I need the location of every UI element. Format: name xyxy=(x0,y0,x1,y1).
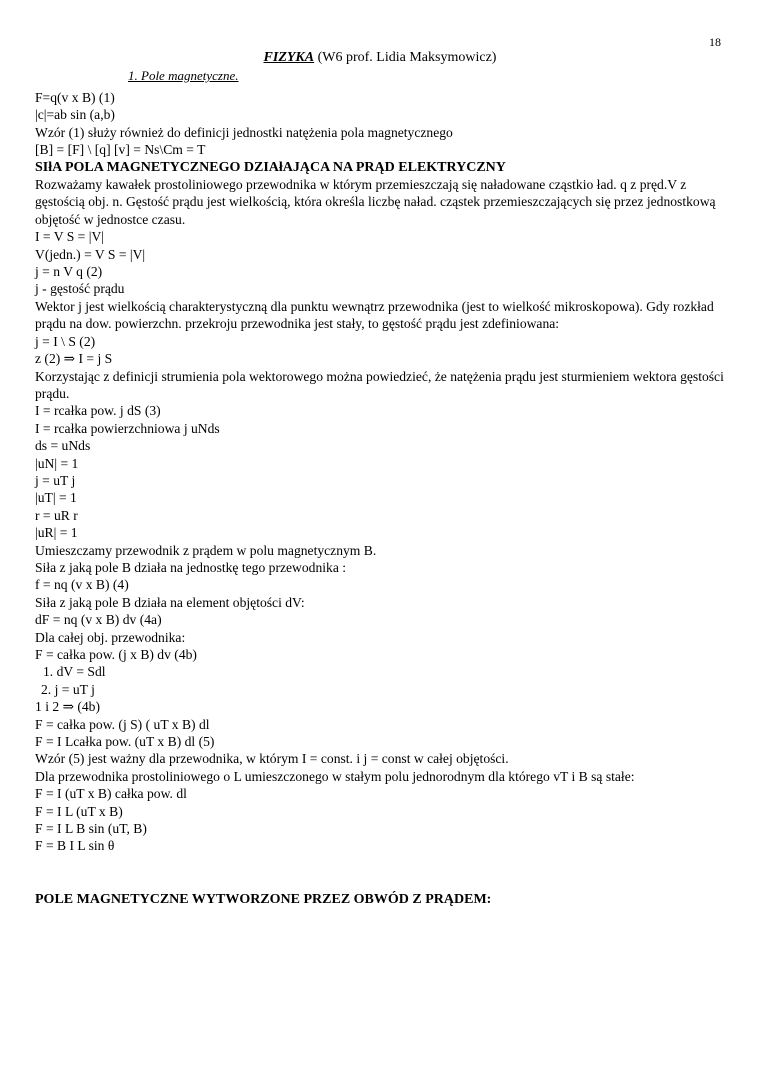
text-line: Siła z jaką pole B działa na element objętości dV: xyxy=(35,594,305,610)
document-body xyxy=(35,89,725,908)
equation: F = I Lcałka pow. (uT x B) dl (5) xyxy=(35,734,215,750)
paragraph: Dla przewodnika prostoliniowego o L umieszczonego w stałym polu jednorodnym dla którego vT i B są stałe: xyxy=(35,768,635,784)
text-line: Wzór (5) jest ważny dla przewodnika, w którym I = const. i j = const w całej objętości. xyxy=(35,751,509,767)
text-line: Umieszczamy przewodnik z prądem w polu magnetycznym B. xyxy=(35,542,377,558)
equation: I = rcałka pow. j dS (3) xyxy=(35,403,161,419)
equation-cross-product: |c|=ab sin (a,b) xyxy=(35,107,115,123)
equation: j = I \ S (2) xyxy=(35,333,96,349)
equation: 1 i 2 ⇒ (4b) xyxy=(35,699,101,715)
text-line: j - gęstość prądu xyxy=(35,281,125,297)
paragraph: Korzystając z definicji strumienia pola wektorowego można powiedzieć, że natężenia prądu jest sturmieniem wektora gęstości prądu. xyxy=(35,368,724,401)
equation: r = uR r xyxy=(35,507,78,523)
equation: I = V S = |V| xyxy=(35,229,104,245)
equation: |uT| = 1 xyxy=(35,490,77,506)
paragraph: Wektor j jest wielkością charakterystyczną dla punktu wewnątrz przewodnika (jest to wielkość mikroskopowa). Gdy rozkład prądu na dow. powierzchn. przekroju przewodnika jest stały, to gęstość prądu jest zdefiniowana: xyxy=(35,298,714,332)
text-line: Wzór (1) służy również do definicji jednostki natężenia pola magnetycznego xyxy=(35,124,453,140)
equation: F = B I L sin θ xyxy=(35,838,115,854)
equation: F = całka pow. (j S) ( uT x B) dl xyxy=(35,716,210,732)
section-heading: SIłA POLA MAGNETYCZNEGO DZIAłAJĄCA NA PRĄD ELEKTRYCZNY xyxy=(35,159,506,175)
subject-title: FIZYKA xyxy=(263,50,315,65)
equation: F = całka pow. (j x B) dv (4b) xyxy=(35,647,197,662)
equation: ds = uNds xyxy=(35,438,91,454)
equation: j = n V q (2) xyxy=(35,264,103,280)
list-item: 1. dV = Sdl xyxy=(43,664,106,680)
equation-lorentz-force: F=q(v x B) (1) xyxy=(35,90,115,105)
page-number: 18 xyxy=(709,35,721,49)
equation: z (2) ⇒ I = j S xyxy=(35,351,113,367)
text-line: Dla całej obj. przewodnika: xyxy=(35,629,186,645)
equation: |uN| = 1 xyxy=(35,455,79,471)
equation: |uR| = 1 xyxy=(35,525,78,541)
text-line: Siła z jaką pole B działa na jednostkę tego przewodnika : xyxy=(35,559,347,575)
section-title: 1. Pole magnetyczne. xyxy=(128,68,239,83)
equation: dF = nq (v x B) dv (4a) xyxy=(35,612,162,628)
spacer xyxy=(35,855,725,891)
section-heading: POLE MAGNETYCZNE WYTWORZONE PRZEZ OBWÓD Z PRĄDEM: xyxy=(35,891,492,907)
document-header xyxy=(0,50,760,66)
list-item: 2. j = uT j xyxy=(41,681,95,697)
equation: F = I L B sin (uT, B) xyxy=(35,821,147,837)
equation: f = nq (v x B) (4) xyxy=(35,577,129,593)
equation: I = rcałka powierzchniowa j uNds xyxy=(35,420,220,436)
equation: V(jedn.) = V S = |V| xyxy=(35,246,146,262)
equation: j = uT j xyxy=(35,472,76,488)
paragraph: Rozważamy kawałek prostoliniowego przewodnika w którym przemieszczają się naładowane cząstkio ład. q z pręd.V z gęstością obj. n. Gęstość prądu jest wielkością, która określa liczbę naład. cząstek przemieszczających się przez jednostkową objętość w jednostce czasu. xyxy=(35,177,716,227)
equation-units: [B] = [F] \ [q] [v] = Ns\Cm = T xyxy=(35,142,206,158)
equation: F = I (uT x B) całka pow. dl xyxy=(35,786,187,802)
equation: F = I L (uT x B) xyxy=(35,803,123,819)
lecturer-name: (W6 prof. Lidia Maksymowicz) xyxy=(314,50,497,65)
